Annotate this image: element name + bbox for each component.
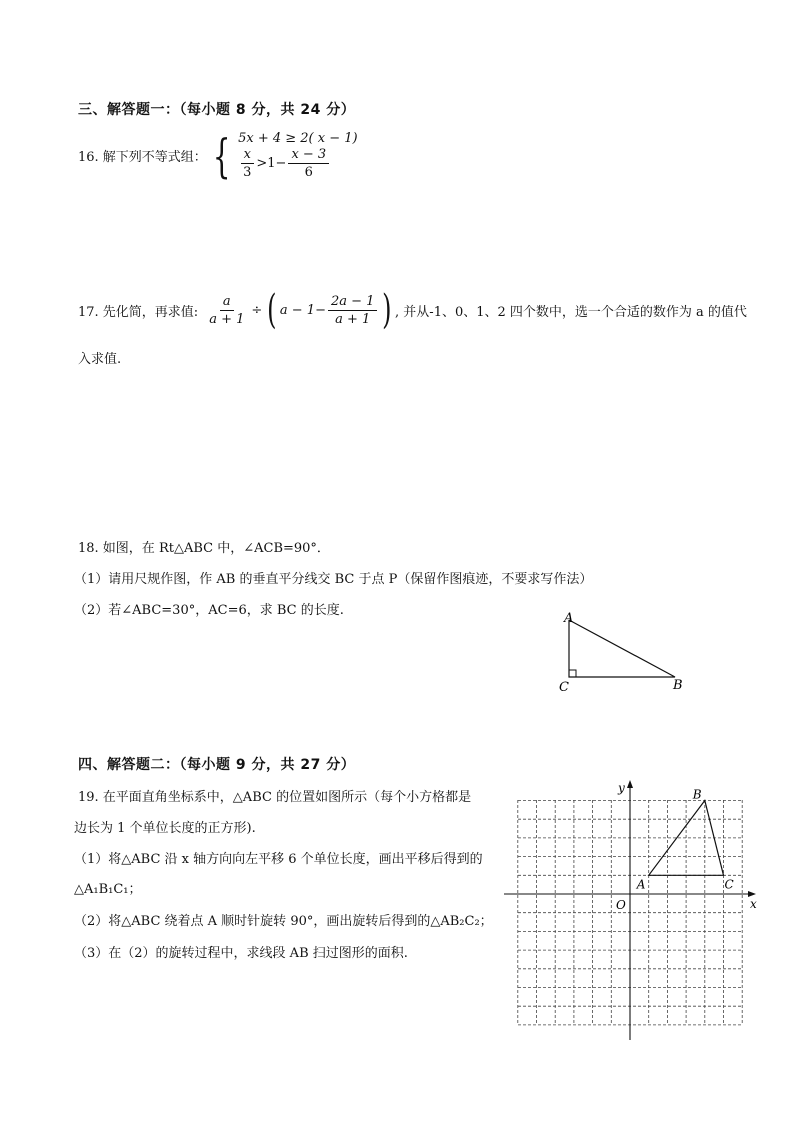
q18-label-B: B <box>673 678 683 693</box>
q18-label-A: A <box>564 611 574 626</box>
y-axis-arrow <box>627 780 633 788</box>
section4-heading: 四、解答题二：（每小题 9 分，共 27 分） <box>78 757 356 773</box>
q18-line3: （2）若∠ABC=30°，AC=6，求 BC 的长度. <box>74 603 344 618</box>
q16-frac1: $\frac{x}{3}$ <box>240 147 254 180</box>
question-16 <box>78 128 358 183</box>
q18-line1: 18. 如图，在 Rt△ABC 中，∠ACB=90°． <box>78 541 330 556</box>
q17-rparen: ) <box>382 287 392 333</box>
q18-triangle-figure <box>550 608 690 698</box>
q18-line2: （1）请用尺规作图，作 AB 的垂直平分线交 BC 于点 P（保留作图痕迹，不要求写作法） <box>74 572 593 587</box>
q17-inner: a − 1− <box>279 302 326 318</box>
q19-line3: （1）将△ABC 沿 x 轴方向向左平移 6 个单位长度，画出平移后得到的 <box>74 852 483 867</box>
q18-label-C: C <box>559 680 569 695</box>
q19-line1: 19. 在平面直角坐标系中，△ABC 的位置如图所示（每个小方格都是 <box>78 790 472 805</box>
point-label-A: A <box>636 877 646 892</box>
q16-prefix: 16. 解下列不等式组： <box>78 150 207 165</box>
y-axis-label: y <box>618 781 625 795</box>
q17-line2: 入求值. <box>78 352 122 367</box>
q19-line4: △A₁B₁C₁； <box>74 882 142 897</box>
q18-triangle <box>569 620 675 677</box>
q17-suffix: , 并从-1、0、1、2 四个数中，选一个合适的数作为 a 的值代 <box>395 304 747 320</box>
q17-prefix: 17. 先化简，再求值: <box>78 304 199 320</box>
q16-mid: >1− <box>256 156 287 171</box>
q17-frac2: $\frac{2a - 1}{a + 1}$ <box>328 294 377 327</box>
point-label-B: B <box>692 787 702 802</box>
point-label-C: C <box>724 877 734 892</box>
x-axis-label: x <box>750 897 757 911</box>
origin-label: O <box>616 898 626 912</box>
q16-line1: 5x + 4 ≥ 2( x − 1) <box>238 131 358 146</box>
q18-right-angle-mark <box>569 670 576 677</box>
q19-line5: （2）将△ABC 绕着点 A 顺时针旋转 90°，画出旋转后得到的△AB₂C₂； <box>74 914 493 929</box>
q19-line2: 边长为 1 个单位长度的正方形). <box>74 821 256 836</box>
q19-line6: （3）在（2）的旋转过程中，求线段 AB 扫过图形的面积. <box>74 946 408 961</box>
q17-lparen: ( <box>267 287 277 333</box>
section3-heading: 三、解答题一：（每小题 8 分，共 24 分） <box>78 102 356 118</box>
q16-brace: { <box>212 128 231 183</box>
q16-frac2: $\frac{x - 3}{6}$ <box>288 147 329 180</box>
question-17 <box>78 287 747 333</box>
q19-coordinate-grid <box>500 778 762 1044</box>
q17-frac1: $\frac{a}{a + 1}$ <box>209 293 245 327</box>
q16-inequality-system <box>207 128 358 183</box>
q17-div: ÷ <box>251 302 263 318</box>
